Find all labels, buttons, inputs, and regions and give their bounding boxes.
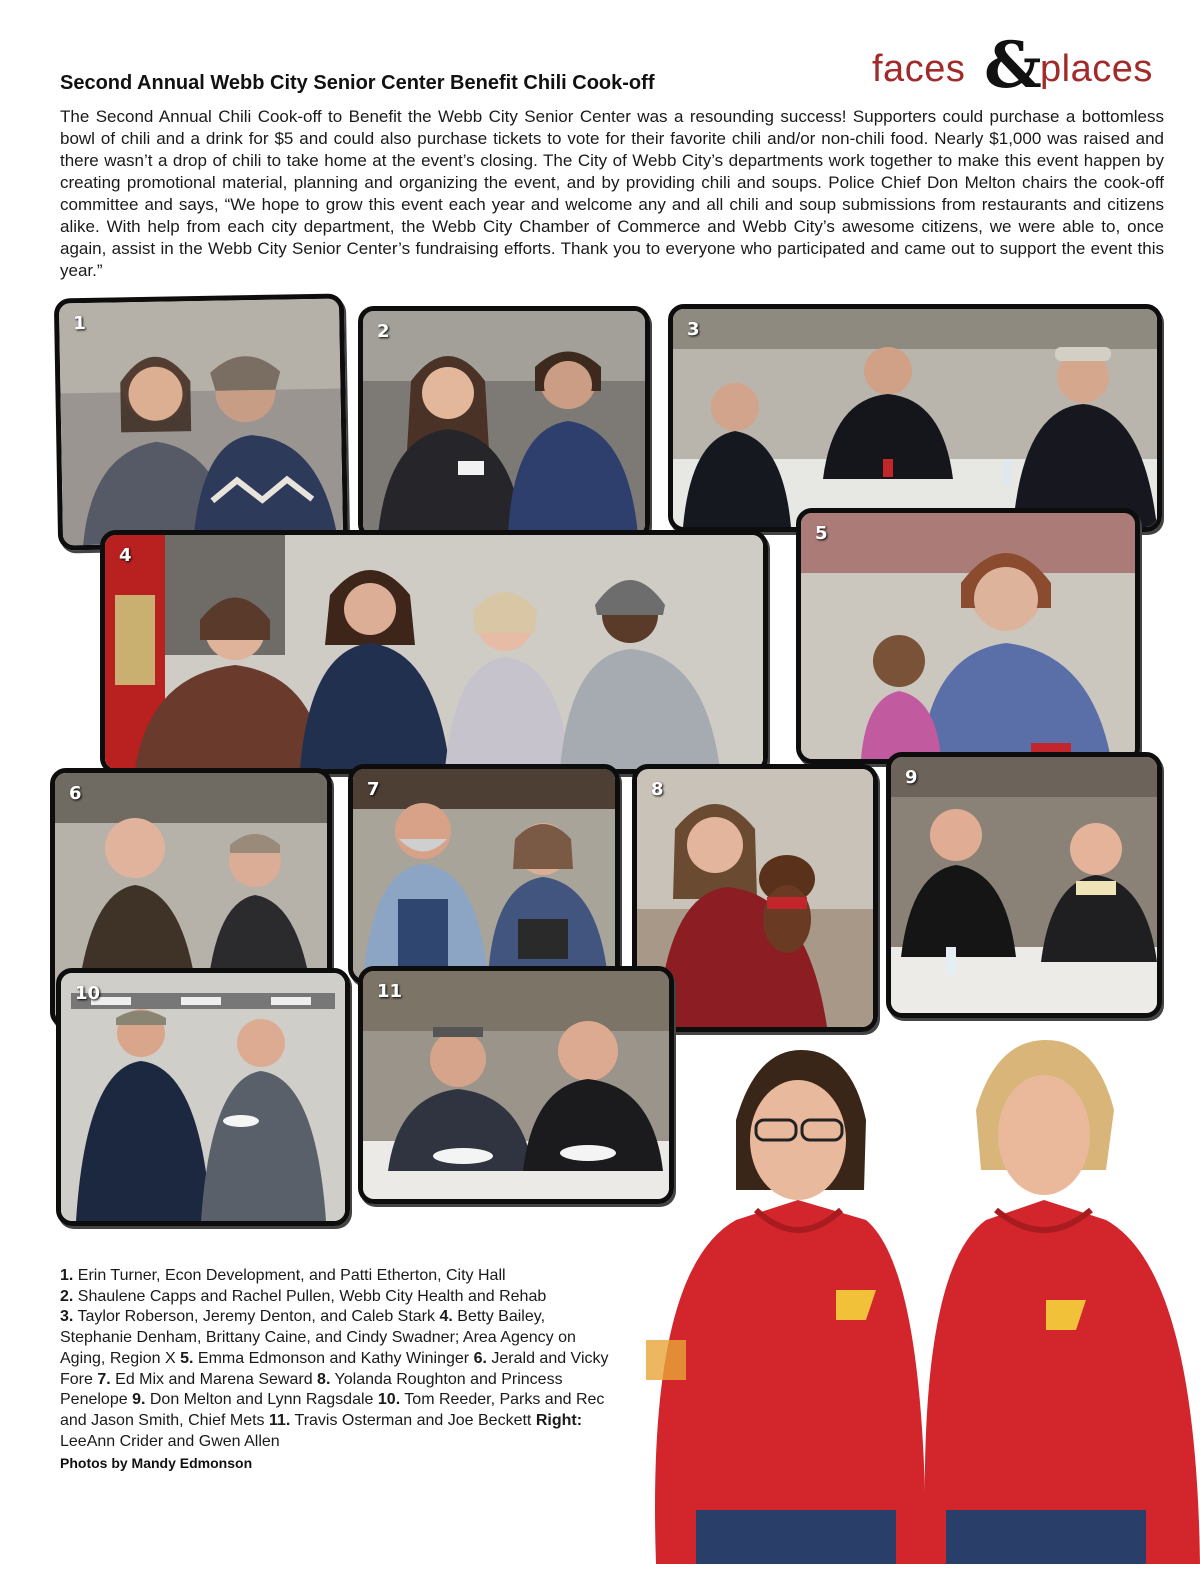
photo-number: 6: [69, 783, 82, 804]
photo-number: 10: [75, 983, 101, 1004]
photo-2: [358, 306, 650, 540]
photo-credit: Photos by Mandy Edmonson: [60, 1455, 253, 1471]
photo-3: [668, 304, 1162, 532]
brand-logo: [872, 28, 1172, 103]
right-photo-leeann-gwen: [636, 1040, 1200, 1564]
brand-ampersand: &: [984, 28, 1042, 103]
photo-number: 4: [119, 545, 132, 566]
photo-number: 3: [687, 319, 700, 340]
photo-number: 5: [815, 523, 828, 544]
caption-line-3: 3. Taylor Roberson, Jeremy Denton, and Caleb Stark 4. Betty Bailey, Stephanie Denham, Brittany Caine, and Cindy Swadner; Area Agency on Aging, Region X 5. Emma Edmonson and Kathy Wininger 6. Jerald and Vicky Fore 7. Ed Mix and Marena Seward 8. Yolanda Roughton and Princess Penelope 9. Don Melton and Lynn Ragsdale 10. Tom Reeder, Parks and Rec and Jason Smith, Chief Mets 11. Travis Osterman and Joe Beckett Right: LeeAnn Crider and Gwen Allen: [60, 1308, 609, 1450]
photo-1: [54, 293, 348, 550]
article-body: The Second Annual Chili Cook-off to Benefit the Webb City Senior Center was a resounding success! Supporters could purchase a bottomless bowl of chili and a drink for $5 and could also purchase tickets to vote for their favorite chili and/or non-chili food. Nearly $1,000 was raised and there wasn’t a drop of chili to take home at the event’s closing. The City of Webb City’s departments work together to make this event happen by creating promotional material, planning and organizing the event, and by providing chili and soups. Police Chief Don Melton chairs the cook-off committee and says, “We hope to grow this event each year and welcome any and all chili and soup submissions from restaurants and citizens alike. With help from each city department, the Webb City Chamber of Commerce and Webb City’s awesome citizens, we were able to, once again, assist in the Webb City Senior Center’s fundraising efforts. Thank you to everyone who participated and came out to support the event this year.”: [60, 107, 1164, 280]
photo-7: [348, 764, 620, 984]
photo-number: 8: [651, 779, 664, 800]
photo-captions: [60, 1266, 620, 1452]
photo-5: [796, 508, 1140, 764]
article-headline: Second Annual Webb City Senior Center Benefit Chili Cook-off: [60, 72, 655, 94]
photo-10: [56, 968, 350, 1226]
brand-word-places: places: [1040, 48, 1153, 90]
caption-line-1: 1. Erin Turner, Econ Development, and Patti Etherton, City Hall: [60, 1267, 506, 1284]
photo-11: [358, 966, 674, 1204]
photo-9: [886, 752, 1162, 1018]
photo-number: 1: [73, 312, 86, 335]
photo-number: 7: [367, 779, 380, 800]
photo-number: 9: [905, 767, 918, 788]
photo-number: 2: [377, 321, 390, 342]
brand-word-faces: faces: [872, 48, 966, 90]
photo-4: [100, 530, 768, 774]
photo-number: 11: [377, 981, 403, 1002]
caption-line-2: 2. Shaulene Capps and Rachel Pullen, Webb City Health and Rehab: [60, 1287, 547, 1305]
